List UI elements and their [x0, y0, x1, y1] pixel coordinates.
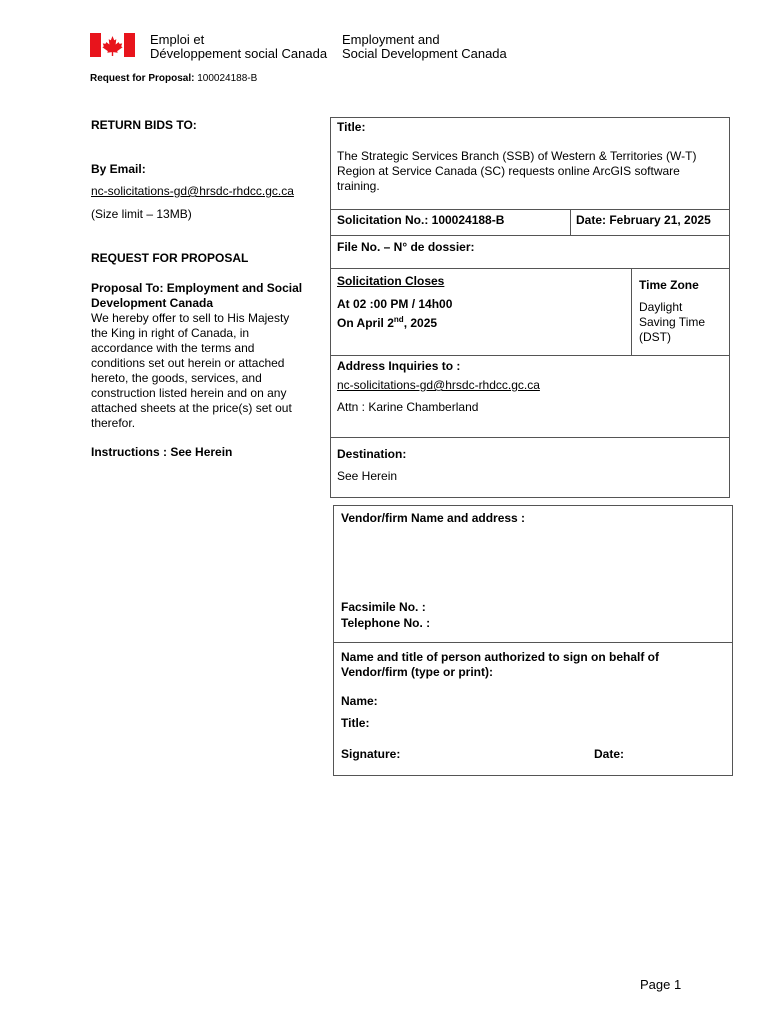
offer-line: accordance with the terms and	[91, 341, 255, 355]
dept-fr-line1: Emploi et	[150, 32, 205, 47]
solicitation-closes-label: Solicitation Closes	[337, 274, 445, 288]
time-zone-line: (DST)	[639, 330, 671, 344]
closing-date-ordinal: nd	[393, 315, 404, 324]
vendor-info-box	[333, 505, 733, 776]
time-zone-label: Time Zone	[639, 278, 699, 292]
signature-date-label: Date:	[594, 747, 625, 761]
rfp-number: 100024188-B	[197, 73, 258, 84]
instructions-label: Instructions : See Herein	[91, 445, 233, 459]
title-label: Title:	[337, 120, 366, 134]
proposal-to-line2: Development Canada	[91, 296, 214, 310]
solicitation-number: Solicitation No.: 100024188-B	[337, 213, 505, 227]
offer-line: the King in right of Canada, in	[91, 326, 250, 340]
vendor-name-address-label: Vendor/firm Name and address :	[341, 511, 526, 525]
dept-en-line1: Employment and	[342, 32, 440, 47]
authorized-line1: Name and title of person authorized to sign on behalf of	[341, 650, 660, 664]
title-line: The Strategic Services Branch (SSB) of Western & Territories (W-T)	[337, 149, 697, 163]
signer-name-label: Name:	[341, 694, 378, 708]
department-name-en	[342, 33, 507, 61]
closing-date	[337, 312, 437, 331]
inquiries-label: Address Inquiries to :	[337, 359, 461, 373]
proposal-to-block	[91, 281, 321, 431]
file-number-label: File No. – N° de dossier:	[337, 240, 475, 254]
closing-date-prefix: On April 2	[337, 316, 394, 330]
page-number: Page 1	[640, 977, 682, 992]
return-bids-heading: RETURN BIDS TO:	[91, 118, 197, 132]
canada-flag-icon	[90, 33, 135, 57]
offer-line: conditions set out herein or attached	[91, 356, 285, 370]
inquiries-email-link[interactable]: nc-solicitations-gd@hrsdc-rhdcc.gc.ca	[337, 378, 540, 392]
department-name-fr	[150, 33, 327, 61]
attention-contact: Attn : Karine Chamberland	[337, 400, 479, 414]
offer-line: construction listed herein and on any	[91, 386, 287, 400]
proposal-to-line1: Proposal To: Employment and Social	[91, 281, 303, 295]
telephone-label: Telephone No. :	[341, 616, 431, 630]
time-zone-line: Saving Time	[639, 315, 706, 329]
destination-value: See Herein	[337, 469, 398, 483]
offer-line: attached sheets at the price(s) set out	[91, 401, 292, 415]
dept-en-line2: Social Development Canada	[342, 46, 507, 61]
return-email-link[interactable]: nc-solicitations-gd@hrsdc-rhdcc.gc.ca	[91, 184, 294, 198]
authorized-person-label	[341, 650, 659, 680]
rfp-heading: REQUEST FOR PROPOSAL	[91, 251, 249, 265]
dept-fr-line2: Développement social Canada	[150, 46, 328, 61]
time-zone-line: Daylight	[639, 300, 683, 314]
by-email-label: By Email:	[91, 162, 146, 176]
destination-label: Destination:	[337, 447, 407, 461]
closing-date-suffix: , 2025	[403, 316, 438, 330]
issue-date: Date: February 21, 2025	[576, 213, 711, 227]
closing-time: At 02 :00 PM / 14h00	[337, 297, 453, 311]
signature-label: Signature:	[341, 747, 401, 761]
offer-line: We hereby offer to sell to His Majesty	[91, 311, 290, 325]
time-zone-value	[639, 300, 705, 345]
offer-line: hereto, the goods, services, and	[91, 371, 262, 385]
signer-title-label: Title:	[341, 716, 370, 730]
authorized-line2: Vendor/firm (type or print):	[341, 665, 494, 679]
rfp-label: Request for Proposal:	[90, 73, 195, 84]
rfp-reference	[90, 73, 257, 84]
title-line: Region at Service Canada (SC) requests online ArcGIS software	[337, 164, 680, 178]
title-line: training.	[337, 179, 380, 193]
title-text	[337, 149, 725, 194]
offer-line: therefor.	[91, 416, 136, 430]
size-limit: (Size limit – 13MB)	[91, 207, 192, 221]
facsimile-label: Facsimile No. :	[341, 600, 426, 614]
